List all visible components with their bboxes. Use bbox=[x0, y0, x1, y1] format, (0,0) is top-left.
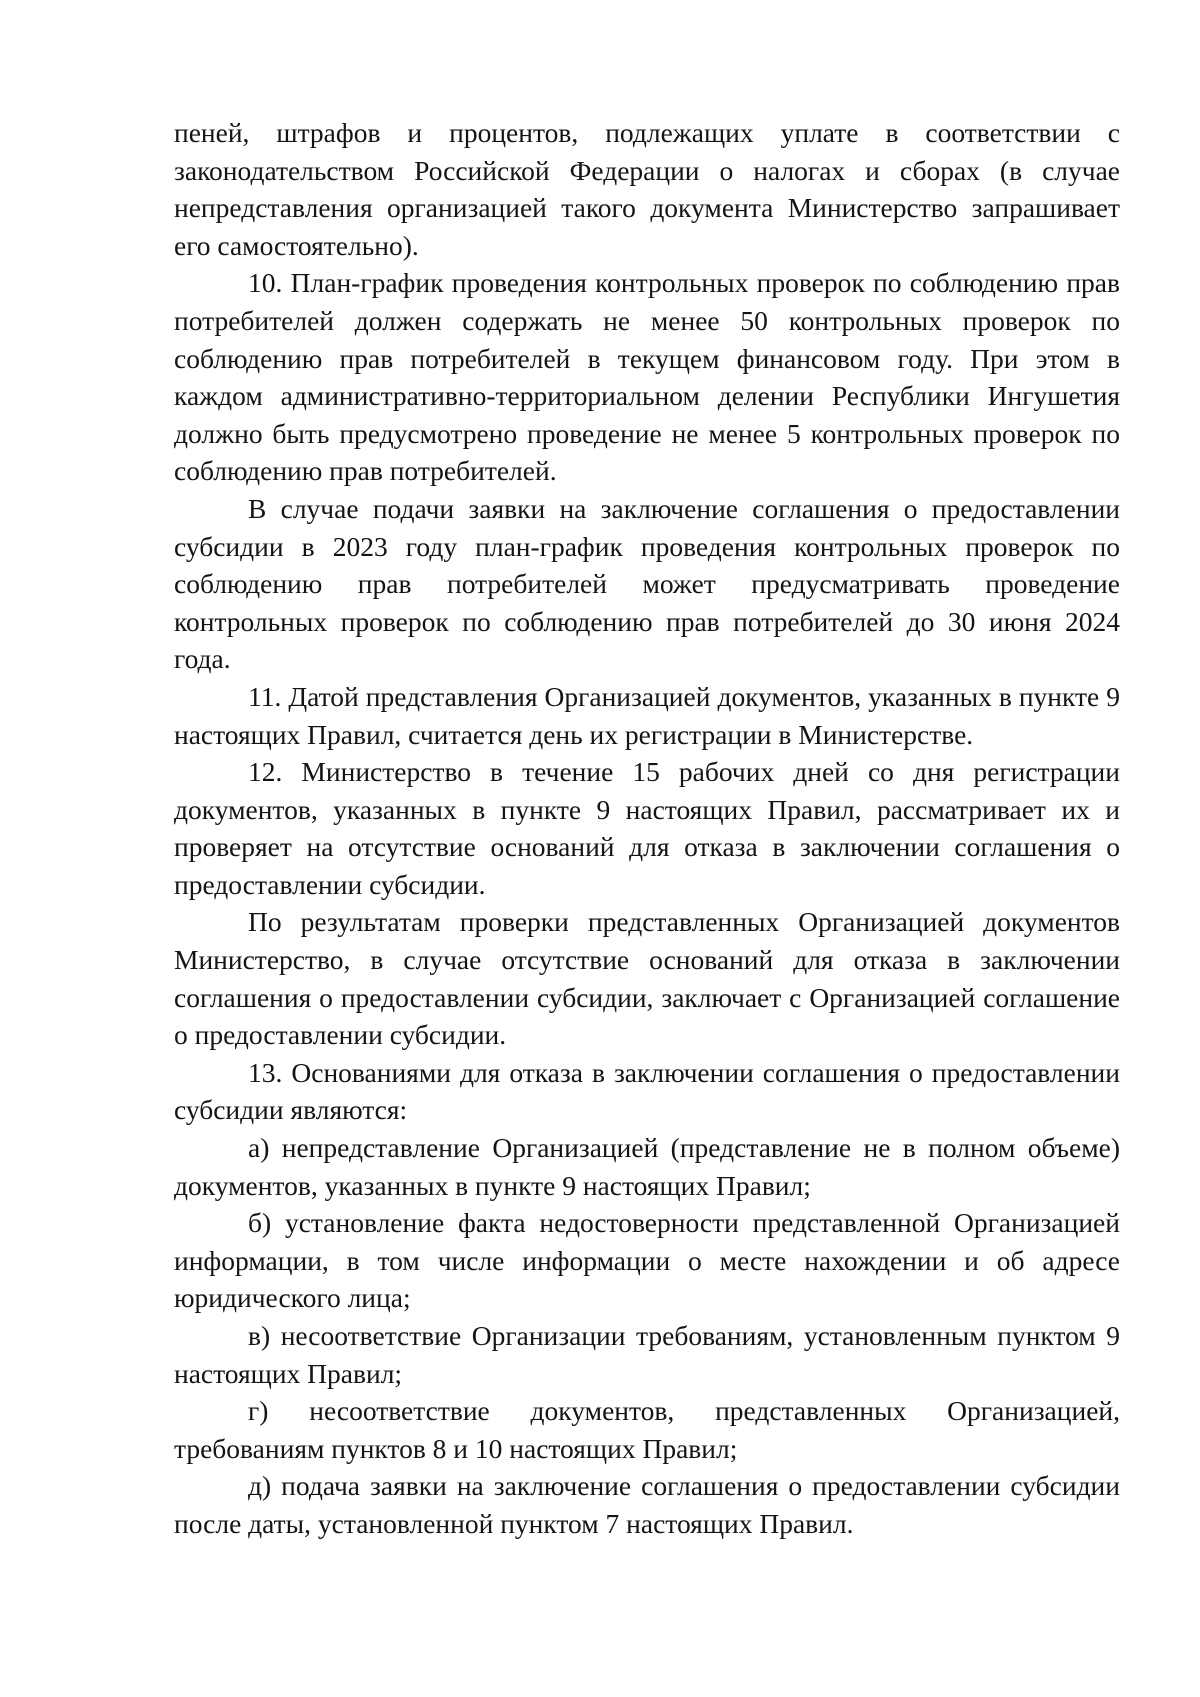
paragraph-item-12: 12. Министерство в течение 15 рабочих дней со дня регистрации документов, указанных в пункте 9 настоящих Правил, рассматривает их и проверяет на отсутствие оснований для отказа в заключении соглашения о предоставлении субсидии. bbox=[174, 756, 1120, 900]
list-item-a: а) непредставление Организацией (представление не в полном объеме) документов, указанных в пункте 9 настоящих Правил; bbox=[174, 1132, 1120, 1201]
list-item-d: д) подача заявки на заключение соглашения о предоставлении субсидии после даты, установленной пунктом 7 настоящих Правил. bbox=[174, 1470, 1120, 1539]
list-item-v: в) несоответствие Организации требованиям, установленным пунктом 9 настоящих Правил; bbox=[174, 1320, 1120, 1389]
paragraph-item-11: 11. Датой представления Организацией документов, указанных в пункте 9 настоящих Правил, считается день их регистрации в Министерстве. bbox=[174, 680, 1120, 750]
paragraph-item-10: 10. План-график проведения контрольных проверок по соблюдению прав потребителей должен содержать не менее 50 контрольных проверок по соблюдению прав потребителей в текущем финансовом году. При этом в каждом административно-территориальном делении Республики Ингушетия должно быть предусмотрено проведение не менее 5 контрольных проверок по соблюдению прав потребителей. bbox=[174, 267, 1120, 487]
paragraph-continuation: пеней, штрафов и процентов, подлежащих уплате в соответствии с законодательством Российской Федерации о налогах и сборах (в случае непредставления организацией такого документа Министерство запрашивает его самостоятельно). bbox=[174, 117, 1120, 261]
document-body bbox=[174, 114, 1120, 1543]
list-item-g: г) несоответствие документов, представленных Организацией, требованиям пунктов 8 и 10 настоящих Правил; bbox=[174, 1395, 1120, 1464]
list-item-b: б) установление факта недостоверности представленной Организацией информации, в том числе информации о месте нахождении и об адресе юридического лица; bbox=[174, 1207, 1120, 1314]
paragraph-2023-note: В случае подачи заявки на заключение соглашения о предоставлении субсидии в 2023 году план-график проведения контрольных проверок по соблюдению прав потребителей может предусматривать проведение контрольных проверок по соблюдению прав потребителей до 30 июня 2024 года. bbox=[174, 492, 1120, 675]
paragraph-item-13: 13. Основаниями для отказа в заключении соглашения о предоставлении субсидии являются: bbox=[174, 1056, 1120, 1126]
paragraph-review-result: По результатам проверки представленных Организацией документов Министерство, в случае отсутствие оснований для отказа в заключении соглашения о предоставлении субсидии, заключает с Организацией соглашение о предоставлении субсидии. bbox=[174, 906, 1120, 1051]
